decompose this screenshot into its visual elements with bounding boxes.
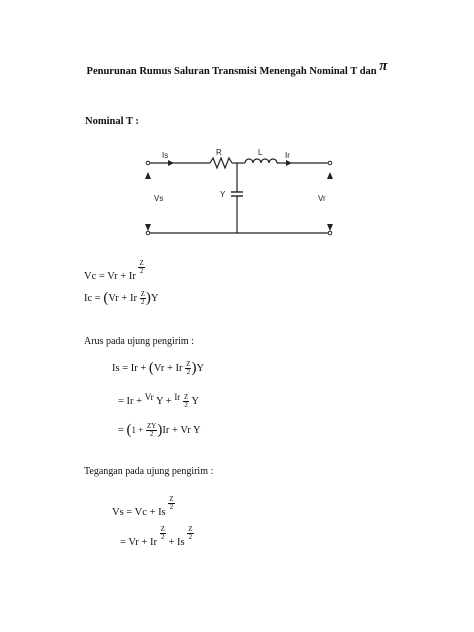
section-heading-nominal-t: Nominal T : bbox=[85, 116, 139, 127]
label-is: Is bbox=[162, 151, 169, 160]
terminal-top-left bbox=[146, 161, 150, 165]
terminal-bottom-right bbox=[328, 231, 332, 235]
equation-is-3: = (1 + $\frac{ZY}{2}$ )Ir + Vr Y bbox=[118, 422, 201, 438]
arus-heading: Arus pada ujung pengirim : bbox=[84, 336, 194, 347]
equation-is-2: = Ir + Vr Y + Ir $\frac{Z}{2}$ Y bbox=[118, 392, 200, 410]
fraction-z-over-2: $\frac{Z}{2}$ bbox=[169, 495, 174, 511]
terminal-bottom-left bbox=[146, 231, 150, 235]
fraction-z-over-2: $\frac{Z}{2}$ bbox=[183, 393, 189, 410]
label-l: L bbox=[258, 148, 263, 157]
fraction-z-over-2: $\frac{Z}{2}$ bbox=[188, 525, 193, 541]
pi-symbol: π bbox=[379, 58, 388, 74]
equation-vc: Vc = Vr + Ir $\frac{Z}{2}$ bbox=[84, 259, 144, 282]
ir-arrow bbox=[286, 160, 292, 166]
equation-ic: Ic = (Vr + Ir $\frac{Z}{2}$ )Y bbox=[84, 290, 159, 306]
title-text: Penurunan Rumus Saluran Transmisi Menengah Nominal T dan bbox=[86, 66, 377, 77]
terminal-top-right bbox=[328, 161, 332, 165]
equation-is-1: Is = Ir + (Vr + Ir $\frac{Z}{2}$ )Y bbox=[112, 360, 205, 376]
fraction-z-over-2: $\frac{Z}{2}$ bbox=[139, 259, 144, 275]
label-ir: Ir bbox=[285, 151, 290, 160]
label-vs: Vs bbox=[154, 194, 164, 203]
is-arrow bbox=[168, 160, 174, 166]
inductor-symbol bbox=[245, 159, 277, 163]
vr-arrow-up bbox=[327, 172, 333, 179]
tegangan-heading: Tegangan pada ujung pengirim : bbox=[84, 466, 214, 477]
equation-vs-2: = Vr + Ir $\frac{Z}{2}$ + Is $\frac{Z}{2}$ bbox=[120, 525, 193, 548]
label-r: R bbox=[216, 148, 222, 157]
vs-arrow-up bbox=[145, 172, 151, 179]
fraction-z-over-2: $\frac{Z}{2}$ bbox=[140, 290, 145, 306]
vs-arrow-down bbox=[145, 224, 151, 231]
label-y: Y bbox=[220, 190, 226, 199]
resistor-symbol bbox=[210, 158, 232, 168]
label-vr: Vr bbox=[318, 194, 326, 203]
fraction-z-over-2: $\frac{Z}{2}$ bbox=[160, 525, 165, 541]
equation-vs-1: Vs = Vc + Is $\frac{Z}{2}$ bbox=[112, 495, 174, 518]
fraction-z-over-2: $\frac{Z}{2}$ bbox=[186, 360, 191, 376]
vr-arrow-down bbox=[327, 224, 333, 231]
nominal-t-circuit-diagram bbox=[140, 145, 340, 240]
fraction-zy-over-2: $\frac{ZY}{2}$ bbox=[147, 422, 157, 438]
document-title bbox=[0, 58, 474, 79]
